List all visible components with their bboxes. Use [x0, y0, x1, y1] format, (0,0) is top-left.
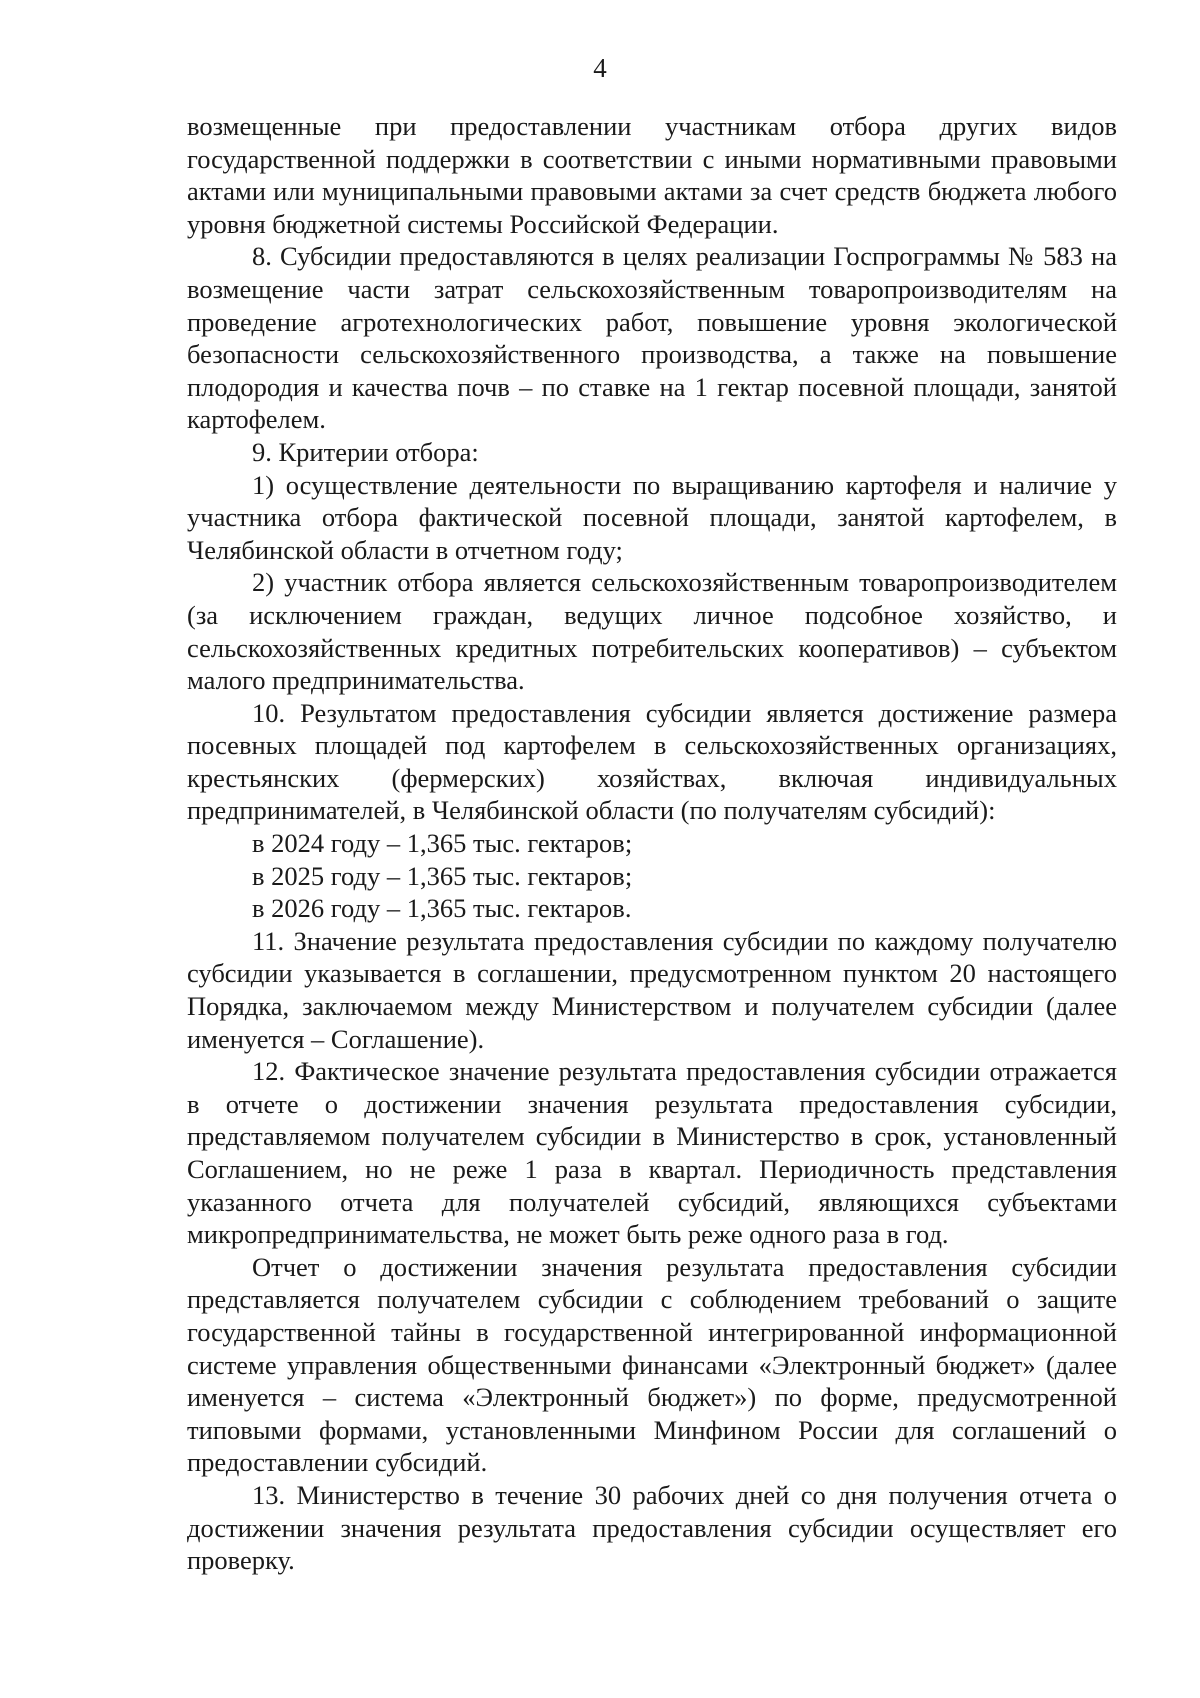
paragraph-11: 11. Значение результата предоставления субсидии по каждому получателю субсидии указывается в соглашении, предусмотренном пунктом 20 настоящего Порядка, заключаемом между Министерством и получателем субсидии (далее именуется – Соглашение). [187, 925, 1117, 1054]
paragraph-10-year-2024: в 2024 году – 1,365 тыс. гектаров; [252, 828, 633, 859]
paragraph-10: 10. Результатом предоставления субсидии является достижение размера посевных площадей под картофелем в сельскохозяйственных организациях, крестьянских (фермерских) хозяйствах, включая индивидуальных предпринимателей, в Челябинской области (по получателям субсидий): [187, 697, 1117, 826]
paragraph-9-item-2: 2) участник отбора является сельскохозяйственным товаропроизводителем (за исключением граждан, ведущих личное подсобное хозяйство, и сельскохозяйственных кредитных потребительских кооперативов) – субъектом малого предпринимательства. [187, 567, 1117, 696]
paragraph-12: 12. Фактическое значение результата предоставления субсидии отражается в отчете о достижении значения результата предоставления субсидии, представляемом получателем субсидии в Министерство в срок, установленный Соглашением, но не реже 1 раза в квартал. Периодичность представления указанного отчета для получателей субсидий, являющихся субъектами микропредпринимательства, не может быть реже одного раза в год. [187, 1056, 1117, 1250]
paragraph-13: 13. Министерство в течение 30 рабочих дней со дня получения отчета о достижении значения результата предоставления субсидии осуществляет его проверку. [187, 1479, 1117, 1576]
paragraph-12-report: Отчет о достижении значения результата предоставления субсидии представляется получателем субсидии с соблюдением требований о защите государственной тайны в государственной интегрированной информационной системе управления общественными финансами «Электронный бюджет» (далее именуется – система «Электронный бюджет») по форме, предусмотренной типовыми формами, установленными Минфином России для соглашений о предоставлении субсидий. [187, 1251, 1117, 1478]
paragraph-10-year-2026: в 2026 году – 1,365 тыс. гектаров. [252, 893, 632, 924]
paragraph-10-year-2025: в 2025 году – 1,365 тыс. гектаров; [252, 860, 633, 891]
paragraph-continuation: возмещенные при предоставлении участникам отбора других видов государственной поддержки в соответствии с иными нормативными правовыми актами или муниципальными правовыми актами за счет средств бюджета любого уровня бюджетной системы Российской Федерации. [187, 111, 1117, 239]
paragraph-9-heading: 9. Критерии отбора: [252, 436, 479, 467]
page-number: 4 [593, 53, 607, 83]
paragraph-9-item-1: 1) осуществление деятельности по выращиванию картофеля и наличие у участника отбора фактической посевной площади, занятой картофелем, в Челябинской области в отчетном году; [187, 469, 1117, 565]
document-body [187, 110, 1117, 1577]
paragraph-8: 8. Субсидии предоставляются в целях реализации Госпрограммы № 583 на возмещение части затрат сельскохозяйственным товаропроизводителям на проведение агротехнологических работ, повышение уровня экологической безопасности сельскохозяйственного производства, а также на повышение плодородия и качества почв – по ставке на 1 гектар посевной площади, занятой картофелем. [187, 241, 1117, 435]
